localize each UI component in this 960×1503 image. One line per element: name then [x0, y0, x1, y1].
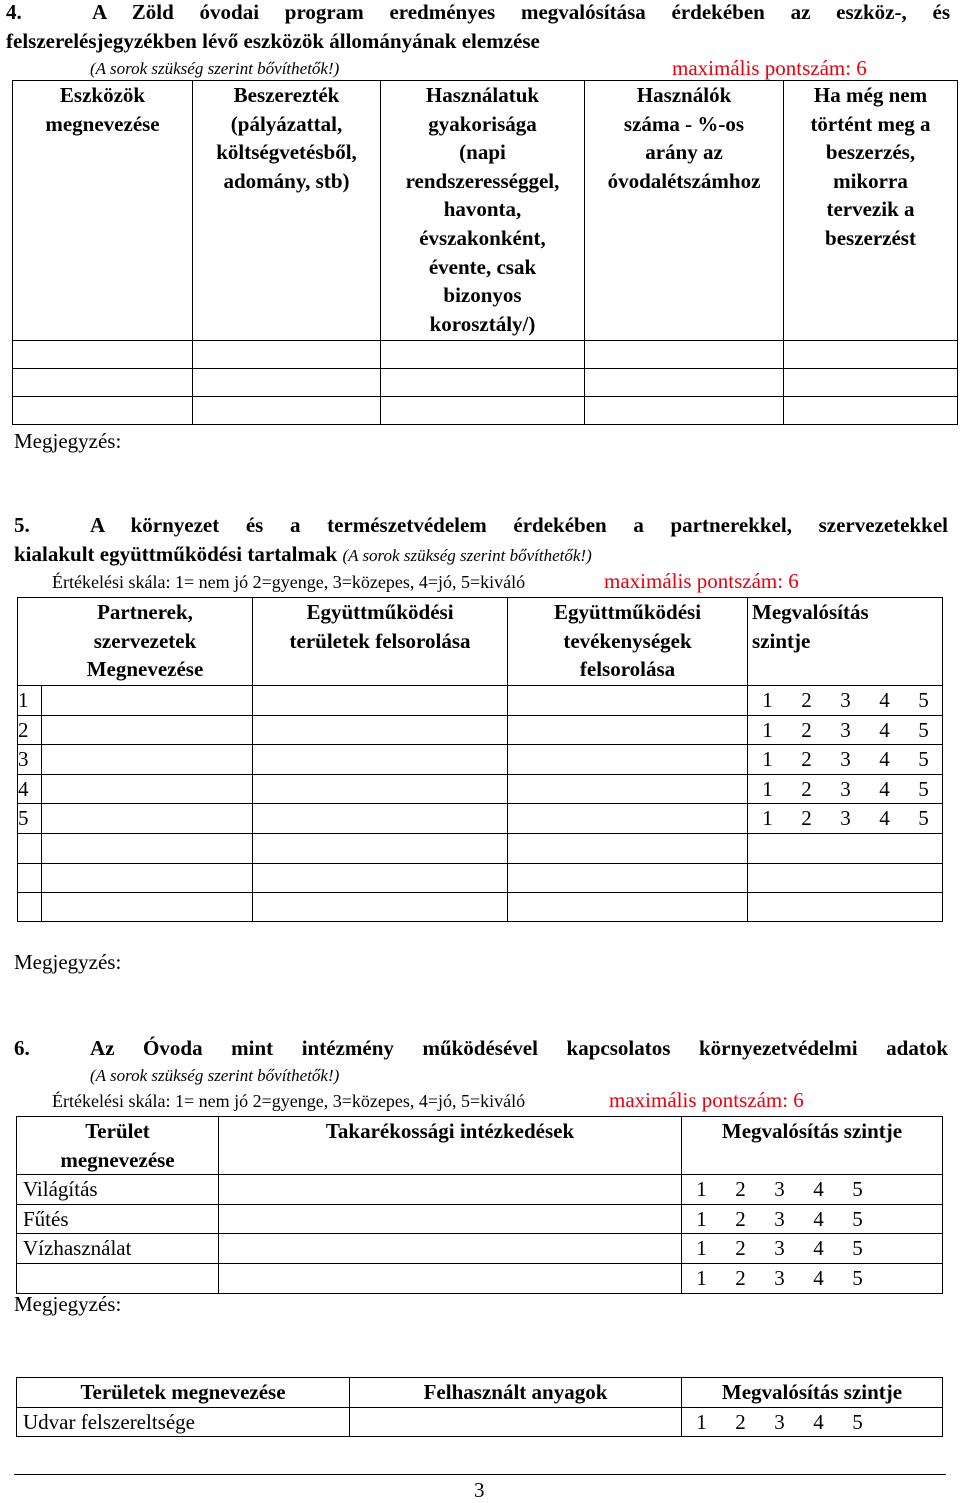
s6-number: 6. — [14, 1036, 30, 1060]
scale-option[interactable]: 2 — [801, 776, 812, 801]
header-line: évente, csak — [428, 254, 537, 279]
s4-remark: Megjegyzés: — [14, 429, 122, 453]
scale-option[interactable]: 3 — [774, 1265, 785, 1290]
scale-option[interactable]: 3 — [840, 688, 851, 712]
rating-scale[interactable] — [748, 715, 943, 745]
table-cell[interactable] — [42, 833, 253, 863]
scale-option[interactable]: 5 — [852, 1177, 863, 1202]
s7-header-row — [17, 1378, 943, 1408]
header-line: szervezetek — [93, 628, 197, 653]
scale-option[interactable]: 3 — [840, 776, 851, 801]
scale-option[interactable]: 5 — [852, 1236, 863, 1261]
table-cell[interactable] — [784, 341, 958, 369]
s4-table — [12, 80, 958, 425]
table-cell[interactable] — [585, 397, 784, 425]
s6-header-cell — [682, 1117, 943, 1175]
s5-title-line1: A környezet és a természetvédelem érdekében a partnerekkel, szervezetekkel — [90, 513, 948, 537]
rating-scale[interactable] — [748, 686, 943, 716]
scale-option[interactable]: 5 — [918, 688, 929, 712]
table-cell[interactable] — [508, 892, 748, 921]
header-line: Együttműködési — [306, 600, 454, 624]
table-row — [17, 1234, 943, 1264]
table-cell[interactable] — [508, 745, 748, 775]
table-cell[interactable] — [219, 1204, 682, 1234]
header-line: beszerzés, — [825, 140, 916, 165]
header-line: Megvalósítás szintje — [721, 1119, 903, 1143]
scale-option[interactable]: 2 — [801, 717, 812, 742]
scale-option[interactable]: 4 — [813, 1206, 824, 1231]
s6-title-line1: Az Óvoda mint intézmény működésével kapcsolatos környezetvédelmi adatok — [90, 1036, 948, 1060]
scale-option[interactable]: 1 — [762, 776, 773, 801]
scale-option[interactable]: 3 — [774, 1206, 785, 1231]
scale-option[interactable]: 3 — [840, 806, 851, 831]
s6-h2 — [682, 1117, 942, 1146]
s5-table — [17, 597, 943, 922]
s6-h1 — [219, 1117, 681, 1146]
scale-option[interactable]: 4 — [879, 717, 890, 742]
table-row — [18, 892, 943, 921]
header-line: Ha még nem — [813, 83, 928, 107]
area-name: Világítás — [17, 1175, 219, 1205]
header-line: Használók — [636, 83, 732, 107]
s4-h3 — [585, 81, 783, 195]
header-line: havonta, — [443, 197, 522, 222]
s5-header-cell — [748, 598, 943, 686]
s6-max-points: maximális pontszám: 6 — [609, 1088, 804, 1112]
table-row — [17, 1204, 943, 1234]
s5-h3 — [752, 598, 942, 655]
s4-title-line1: A Zöld óvodai program eredményes megvalósítása érdekében az eszköz-, és — [92, 0, 950, 24]
s4-title-line2: felszerelésjegyzékben lévő eszközök állományának elemzése — [6, 29, 540, 53]
rating-scale[interactable] — [682, 1175, 943, 1205]
table-cell[interactable] — [508, 863, 748, 892]
table-cell[interactable] — [253, 715, 508, 745]
header-line: területek felsorolása — [289, 628, 471, 653]
scale-option[interactable]: 5 — [918, 776, 929, 801]
table-cell[interactable] — [508, 804, 748, 834]
s5-header-cell — [508, 598, 748, 686]
table-row — [13, 397, 958, 425]
table-cell[interactable] — [748, 892, 943, 921]
scale-option[interactable]: 2 — [735, 1265, 746, 1290]
table-cell[interactable] — [585, 369, 784, 397]
table-row — [17, 1175, 943, 1205]
page-number: 3 — [474, 1478, 485, 1502]
header-line: Takarékossági intézkedések — [325, 1119, 575, 1143]
scale-option[interactable]: 1 — [762, 688, 773, 712]
s4-h0 — [13, 81, 192, 138]
scale-option[interactable]: 5 — [918, 806, 929, 831]
scale-option[interactable]: 2 — [801, 806, 812, 831]
table-cell[interactable] — [42, 745, 253, 775]
table-cell[interactable] — [748, 863, 943, 892]
table-cell[interactable] — [219, 1175, 682, 1205]
table-cell[interactable] — [508, 833, 748, 863]
scale-option[interactable]: 3 — [774, 1236, 785, 1261]
table-cell[interactable] — [381, 397, 585, 425]
scale-option[interactable]: 5 — [918, 747, 929, 772]
s4-h1 — [193, 81, 380, 195]
s6-remark: Megjegyzés: — [14, 1292, 122, 1316]
row-number — [18, 833, 42, 863]
scale-option[interactable]: 2 — [801, 747, 812, 772]
s5-header-row — [18, 598, 943, 686]
header-line: korosztály/) — [429, 311, 536, 336]
header-line: szintje — [752, 628, 811, 653]
s4-h2 — [381, 81, 584, 338]
scale-option[interactable]: 1 — [696, 1265, 707, 1290]
table-cell[interactable] — [193, 397, 381, 425]
s5-h1 — [253, 598, 507, 655]
scale-option[interactable]: 1 — [696, 1409, 707, 1434]
table-cell[interactable] — [42, 774, 253, 804]
header-line: gyakorisága — [428, 111, 537, 136]
s7-header-1: Felhasznált anyagok — [350, 1378, 682, 1408]
header-line: beszerzést — [825, 225, 916, 250]
header-line: arány az — [645, 140, 723, 165]
table-cell[interactable] — [508, 715, 748, 745]
table-cell[interactable] — [748, 833, 943, 863]
scale-option[interactable]: 2 — [735, 1177, 746, 1202]
header-line: Partnerek, — [97, 600, 193, 624]
header-line: tervezik a — [826, 197, 915, 222]
s4-h4 — [784, 81, 957, 253]
s6-table — [16, 1116, 943, 1294]
s4-header-cell — [381, 81, 585, 341]
header-line: költségvetésből, — [216, 140, 357, 165]
table-cell[interactable] — [784, 397, 958, 425]
rating-scale[interactable] — [682, 1407, 943, 1437]
table-cell[interactable] — [585, 341, 784, 369]
table-cell[interactable] — [219, 1234, 682, 1264]
scale-option[interactable]: 4 — [813, 1177, 824, 1202]
rating-scale[interactable] — [748, 804, 943, 834]
s5-title-line2: kialakult együttműködési tartalmak — [14, 542, 338, 566]
scale-option[interactable]: 4 — [879, 806, 890, 831]
row-number: 1 — [18, 686, 42, 716]
table-row — [18, 863, 943, 892]
scale-option[interactable]: 1 — [762, 717, 773, 742]
scale-option[interactable]: 5 — [852, 1265, 863, 1290]
table-cell[interactable] — [508, 686, 748, 716]
scale-option[interactable]: 4 — [879, 688, 890, 712]
rating-scale[interactable] — [682, 1204, 943, 1234]
s6-scale-label: Értékelési skála: 1= nem jó 2=gyenge, 3=közepes, 4=jó, 5=kiváló — [52, 1091, 526, 1111]
row-number — [18, 892, 42, 921]
table-cell[interactable] — [350, 1407, 682, 1437]
table-row — [13, 341, 958, 369]
scale-option[interactable]: 3 — [774, 1409, 785, 1434]
header-line: évszakonként, — [419, 225, 546, 250]
table-cell[interactable] — [253, 892, 508, 921]
header-line: Megnevezése — [86, 657, 204, 682]
scale-option[interactable]: 5 — [852, 1206, 863, 1231]
scale-option[interactable]: 4 — [879, 776, 890, 801]
table-cell[interactable] — [253, 686, 508, 716]
s7-header-2: Megvalósítás szintje — [682, 1378, 943, 1408]
row-number: 2 — [18, 715, 42, 745]
table-cell[interactable] — [219, 1263, 682, 1293]
scale-option[interactable]: 4 — [813, 1236, 824, 1261]
header-line: felsorolása — [579, 657, 676, 682]
s5-h0 — [18, 598, 252, 684]
table-row — [18, 833, 943, 863]
header-line: megnevezése — [60, 1147, 175, 1172]
table-cell[interactable] — [784, 369, 958, 397]
scale-option[interactable]: 1 — [762, 747, 773, 772]
area-name — [17, 1263, 219, 1293]
header-line: száma - %-os — [623, 111, 745, 136]
scale-option[interactable]: 5 — [852, 1409, 863, 1434]
s5-h2 — [508, 598, 747, 684]
header-line: megnevezése — [45, 111, 160, 136]
table-cell[interactable] — [253, 833, 508, 863]
s5-max-points: maximális pontszám: 6 — [604, 569, 799, 593]
scale-option[interactable]: 3 — [840, 747, 851, 772]
scale-option[interactable]: 2 — [735, 1409, 746, 1434]
s5-note: (A sorok szükség szerint bővíthetők!) — [342, 546, 592, 565]
s4-header-row — [13, 81, 958, 341]
table-row — [13, 369, 958, 397]
header-line: bizonyos — [443, 283, 522, 308]
s5-scale-label: Értékelési skála: 1= nem jó 2=gyenge, 3=közepes, 4=jó, 5=kiváló — [52, 572, 526, 592]
s6-note: (A sorok szükség szerint bővíthetők!) — [90, 1066, 340, 1085]
table-row — [17, 1263, 943, 1293]
header-line: történt meg a — [810, 111, 931, 136]
table-cell[interactable] — [193, 369, 381, 397]
header-line: tevékenységek — [563, 628, 692, 653]
s4-note: (A sorok szükség szerint bővíthetők!) — [90, 59, 340, 78]
scale-option[interactable]: 1 — [696, 1236, 707, 1261]
table-cell[interactable] — [508, 774, 748, 804]
table-cell[interactable] — [42, 715, 253, 745]
scale-option[interactable]: 2 — [801, 688, 812, 712]
table-cell[interactable] — [193, 341, 381, 369]
scale-option[interactable]: 1 — [762, 806, 773, 831]
scale-option[interactable]: 1 — [696, 1177, 707, 1202]
table-cell[interactable] — [42, 892, 253, 921]
s5-remark: Megjegyzés: — [14, 950, 122, 974]
table-cell[interactable] — [253, 745, 508, 775]
rating-scale[interactable] — [682, 1263, 943, 1293]
table-row — [18, 774, 943, 804]
header-line: Megvalósítás — [752, 600, 869, 624]
s6-header-cell — [17, 1117, 219, 1175]
s4-max-points: maximális pontszám: 6 — [672, 56, 867, 80]
table-cell[interactable] — [13, 341, 193, 369]
row-number: 3 — [18, 745, 42, 775]
table-row — [17, 1407, 943, 1437]
scale-option[interactable]: 4 — [813, 1409, 824, 1434]
header-line: (pályázattal, — [230, 111, 343, 136]
s7-header-0: Területek megnevezése — [17, 1378, 350, 1408]
table-cell[interactable] — [253, 863, 508, 892]
scale-option[interactable]: 4 — [879, 747, 890, 772]
scale-option[interactable]: 5 — [918, 717, 929, 742]
header-line: (napi — [459, 140, 506, 165]
table-row — [18, 686, 943, 716]
rating-scale[interactable] — [748, 774, 943, 804]
s7-table — [16, 1377, 943, 1437]
header-line: Beszerezték — [233, 83, 340, 107]
row-number — [18, 863, 42, 892]
header-line: óvodalétszámhoz — [607, 168, 761, 193]
rating-scale[interactable] — [748, 745, 943, 775]
table-cell[interactable] — [42, 804, 253, 834]
area-name: Udvar felszereltsége — [17, 1407, 350, 1437]
table-cell[interactable] — [13, 397, 193, 425]
area-name: Vízhasználat — [17, 1234, 219, 1264]
s5-header-cell — [253, 598, 508, 686]
scale-option[interactable]: 2 — [735, 1206, 746, 1231]
footer-divider — [14, 1474, 946, 1475]
s5-title-line2-wrap — [14, 542, 592, 567]
table-row — [18, 804, 943, 834]
header-line: Terület — [85, 1119, 150, 1143]
table-row — [18, 745, 943, 775]
table-cell[interactable] — [253, 774, 508, 804]
s6-header-cell — [219, 1117, 682, 1175]
scale-option[interactable]: 3 — [840, 717, 851, 742]
table-cell[interactable] — [253, 804, 508, 834]
s6-header-row — [17, 1117, 943, 1175]
table-cell[interactable] — [381, 341, 585, 369]
header-line: Együttműködési — [554, 600, 702, 624]
scale-option[interactable]: 4 — [813, 1265, 824, 1290]
header-line: Eszközök — [59, 83, 146, 107]
table-cell[interactable] — [381, 369, 585, 397]
table-cell[interactable] — [42, 863, 253, 892]
row-number: 4 — [18, 774, 42, 804]
header-line: rendszerességgel, — [405, 168, 560, 193]
table-cell[interactable] — [42, 686, 253, 716]
header-line: mikorra — [833, 168, 908, 193]
header-line: Használatuk — [425, 83, 540, 107]
header-line: adomány, stb) — [223, 168, 350, 193]
s4-number: 4. — [6, 0, 22, 24]
s4-header-cell — [13, 81, 193, 341]
scale-option[interactable]: 1 — [696, 1206, 707, 1231]
table-row — [18, 715, 943, 745]
scale-option[interactable]: 3 — [774, 1177, 785, 1202]
s6-h0 — [17, 1117, 218, 1174]
table-cell[interactable] — [13, 369, 193, 397]
s4-header-cell — [193, 81, 381, 341]
row-number: 5 — [18, 804, 42, 834]
s5-header-cell — [18, 598, 253, 686]
scale-option[interactable]: 2 — [735, 1236, 746, 1261]
area-name: Fűtés — [17, 1204, 219, 1234]
rating-scale[interactable] — [682, 1234, 943, 1264]
s4-header-cell — [784, 81, 958, 341]
s5-number: 5. — [14, 513, 30, 537]
s4-header-cell — [585, 81, 784, 341]
